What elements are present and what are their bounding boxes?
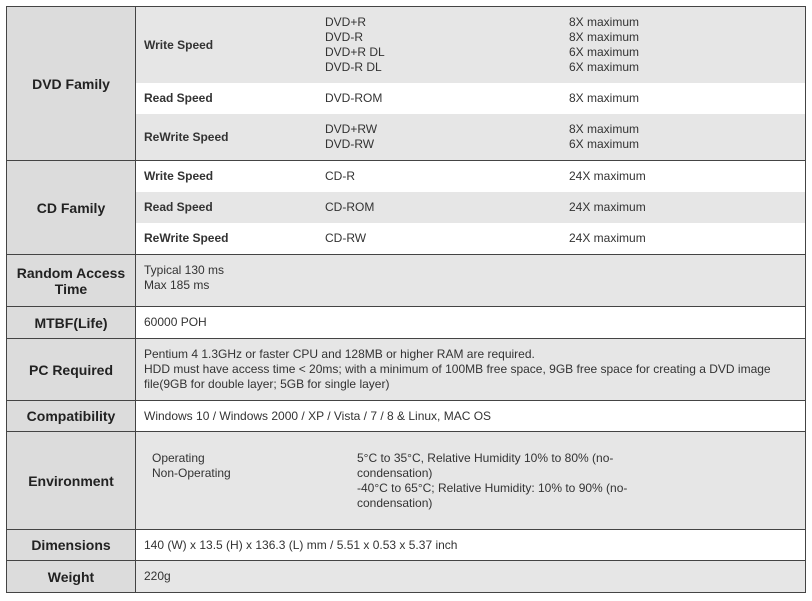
cd-rewrite-type: CD-RW (317, 223, 561, 254)
dvd-read-type: DVD-ROM (317, 83, 561, 114)
pc-required-row (7, 339, 806, 401)
dvd-write-type: DVD-R (325, 30, 363, 44)
dvd-write-type: DVD+R (325, 15, 367, 29)
dvd-write-speed: 6X maximum (569, 45, 640, 59)
compatibility-header: Compatibility (7, 401, 136, 432)
environment-label-nonoperating: Non-Operating (152, 465, 231, 480)
dvd-read-row (136, 83, 805, 114)
pc-required-header: PC Required (7, 339, 136, 401)
dimensions-header: Dimensions (7, 530, 136, 561)
dvd-write-row (136, 7, 805, 83)
weight-value: 220g (144, 569, 171, 583)
dvd-rewrite-speed: 6X maximum (569, 137, 640, 151)
cd-family-header: CD Family (7, 161, 136, 255)
environment-value-operating: 5°C to 35°C, Relative Humidity 10% to 80% (no-condensation) (357, 450, 614, 480)
cd-rewrite-row (136, 223, 805, 254)
dvd-write-type: DVD+R DL (325, 45, 385, 59)
dvd-write-speed: 8X maximum (569, 30, 640, 44)
environment-header: Environment (7, 432, 136, 530)
cd-speed-table (136, 161, 805, 254)
random-access-header: Random Access Time (7, 255, 136, 307)
dvd-rewrite-speed: 8X maximum (569, 122, 640, 136)
environment-value-nonoperating: -40°C to 65°C; Relative Humidity: 10% to 90% (no-condensation) (357, 480, 628, 510)
cd-read-label: Read Speed (136, 192, 317, 223)
dvd-read-speed: 8X maximum (561, 83, 805, 114)
dvd-rewrite-type: DVD+RW (325, 122, 378, 136)
mtbf-row (7, 307, 806, 339)
spec-table (6, 6, 806, 593)
dvd-write-speed: 6X maximum (569, 60, 640, 74)
mtbf-value: 60000 POH (144, 315, 207, 329)
cd-rewrite-label: ReWrite Speed (136, 223, 317, 254)
dvd-write-label: Write Speed (136, 7, 317, 83)
dimensions-value: 140 (W) x 13.5 (H) x 136.3 (L) mm / 5.51 x 0.53 x 5.37 inch (144, 537, 458, 552)
cd-rewrite-speed: 24X maximum (561, 223, 805, 254)
cd-read-speed: 24X maximum (561, 192, 805, 223)
dvd-family-header: DVD Family (7, 7, 136, 161)
dvd-family-row (7, 7, 806, 161)
dvd-read-label: Read Speed (136, 83, 317, 114)
environment-row (7, 432, 806, 530)
cd-write-speed: 24X maximum (561, 161, 805, 192)
cd-read-row (136, 192, 805, 223)
dvd-rewrite-row (136, 114, 805, 160)
dvd-write-speed: 8X maximum (569, 15, 640, 29)
dvd-rewrite-label: ReWrite Speed (136, 114, 317, 160)
cd-write-type: CD-R (317, 161, 561, 192)
dvd-speed-table (136, 7, 805, 160)
spec-table-container (6, 6, 806, 593)
weight-header: Weight (7, 561, 136, 593)
mtbf-header: MTBF(Life) (7, 307, 136, 339)
pc-required-line: HDD must have access time < 20ms; with a minimum of 100MB free space, 9GB free space for creating a DVD image file(9GB for double layer; 5GB for single layer) (144, 362, 771, 391)
random-access-row (7, 255, 806, 307)
cd-write-label: Write Speed (136, 161, 317, 192)
dvd-write-type: DVD-R DL (325, 60, 382, 74)
cd-write-row (136, 161, 805, 192)
random-access-line: Typical 130 ms (144, 263, 225, 277)
pc-required-line: Pentium 4 1.3GHz or faster CPU and 128MB or higher RAM are required. (144, 347, 535, 361)
cd-read-type: CD-ROM (317, 192, 561, 223)
compatibility-row (7, 401, 806, 432)
compatibility-value: Windows 10 / Windows 2000 / XP / Vista / 7 / 8 & Linux, MAC OS (144, 408, 492, 423)
dimensions-row (7, 530, 806, 561)
dvd-rewrite-type: DVD-RW (325, 137, 375, 151)
random-access-line: Max 185 ms (144, 278, 210, 292)
cd-family-row (7, 161, 806, 255)
environment-label-operating: Operating (152, 450, 205, 465)
weight-row (7, 561, 806, 593)
